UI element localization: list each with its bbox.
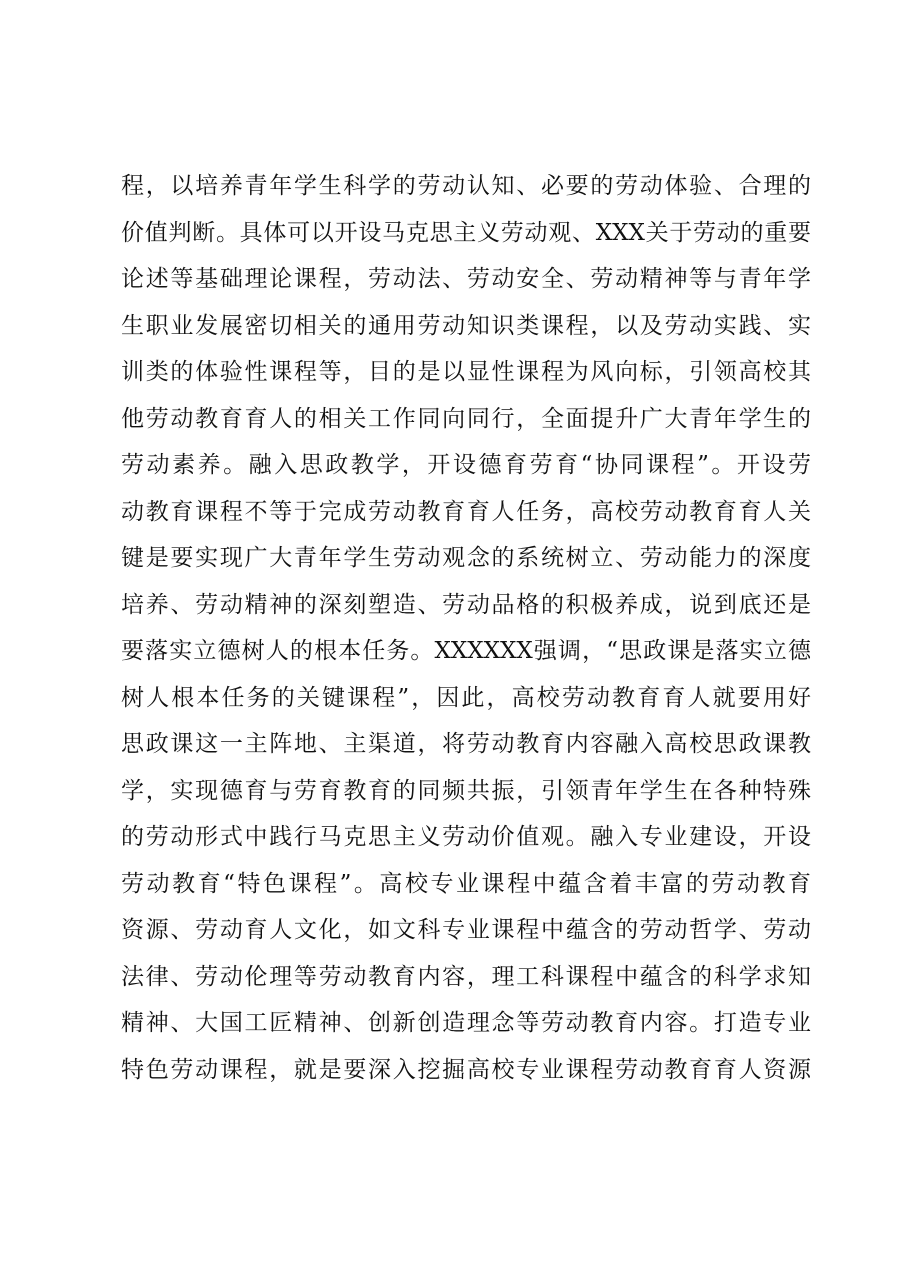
text-line-7: 劳动素养。融入思政教学，开设德育劳育“协同课程”。开设劳 bbox=[121, 452, 811, 478]
text-line-8: 动教育课程不等于完成劳动教育育人任务，高校劳动教育育人关 bbox=[121, 498, 811, 525]
text-line-15: 的劳动形式中践行马克思主义劳动价值观。融入专业建设，开设 bbox=[121, 824, 811, 850]
text-line-3: 论述等基础理论课程，劳动法、劳动安全、劳动精神等与青年学 bbox=[121, 266, 811, 292]
text-line-5: 训类的体验性课程等，目的是以显性课程为风向标，引领高校其 bbox=[121, 359, 811, 385]
text-line-11: 要落实立德树人的根本任务。XXXXXX强调，“思政课是落实立德 bbox=[121, 638, 811, 664]
text-line-12: 树人根本任务的关键课程”，因此，高校劳动教育育人就要用好 bbox=[121, 684, 811, 711]
text-line-16: 劳动教育“特色课程”。高校专业课程中蕴含着丰富的劳动教育 bbox=[121, 870, 811, 897]
text-line-13: 思政课这一主阵地、主渠道，将劳动教育内容融入高校思政课教 bbox=[121, 731, 811, 757]
text-line-20: 特色劳动课程，就是要深入挖掘高校专业课程劳动教育育人资源 bbox=[121, 1056, 811, 1083]
text-line-19: 精神、大国工匠精神、创新创造理念等劳动教育内容。打造专业 bbox=[121, 1010, 811, 1036]
text-line-14: 学，实现德育与劳育教育的同频共振，引领青年学生在各种特殊 bbox=[121, 777, 811, 804]
text-line-17: 资源、劳动育人文化，如文科专业课程中蕴含的劳动哲学、劳动 bbox=[121, 917, 811, 943]
text-line-2: 价值判断。具体可以开设马克思主义劳动观、XXX关于劳动的重要 bbox=[121, 219, 811, 246]
text-line-6: 他劳动教育育人的相关工作同向同行，全面提升广大青年学生的 bbox=[121, 405, 811, 432]
text-line-4: 生职业发展密切相关的通用劳动知识类课程，以及劳动实践、实 bbox=[121, 312, 811, 339]
text-line-10: 培养、劳动精神的深刻塑造、劳动品格的积极养成，说到底还是 bbox=[121, 591, 811, 618]
body-text bbox=[121, 163, 811, 1093]
text-line-18: 法律、劳动伦理等劳动教育内容，理工科课程中蕴含的科学求知 bbox=[121, 963, 811, 990]
text-line-9: 键是要实现广大青年学生劳动观念的系统树立、劳动能力的深度 bbox=[121, 545, 811, 571]
text-line-1: 程，以培养青年学生科学的劳动认知、必要的劳动体验、合理的 bbox=[121, 173, 811, 199]
